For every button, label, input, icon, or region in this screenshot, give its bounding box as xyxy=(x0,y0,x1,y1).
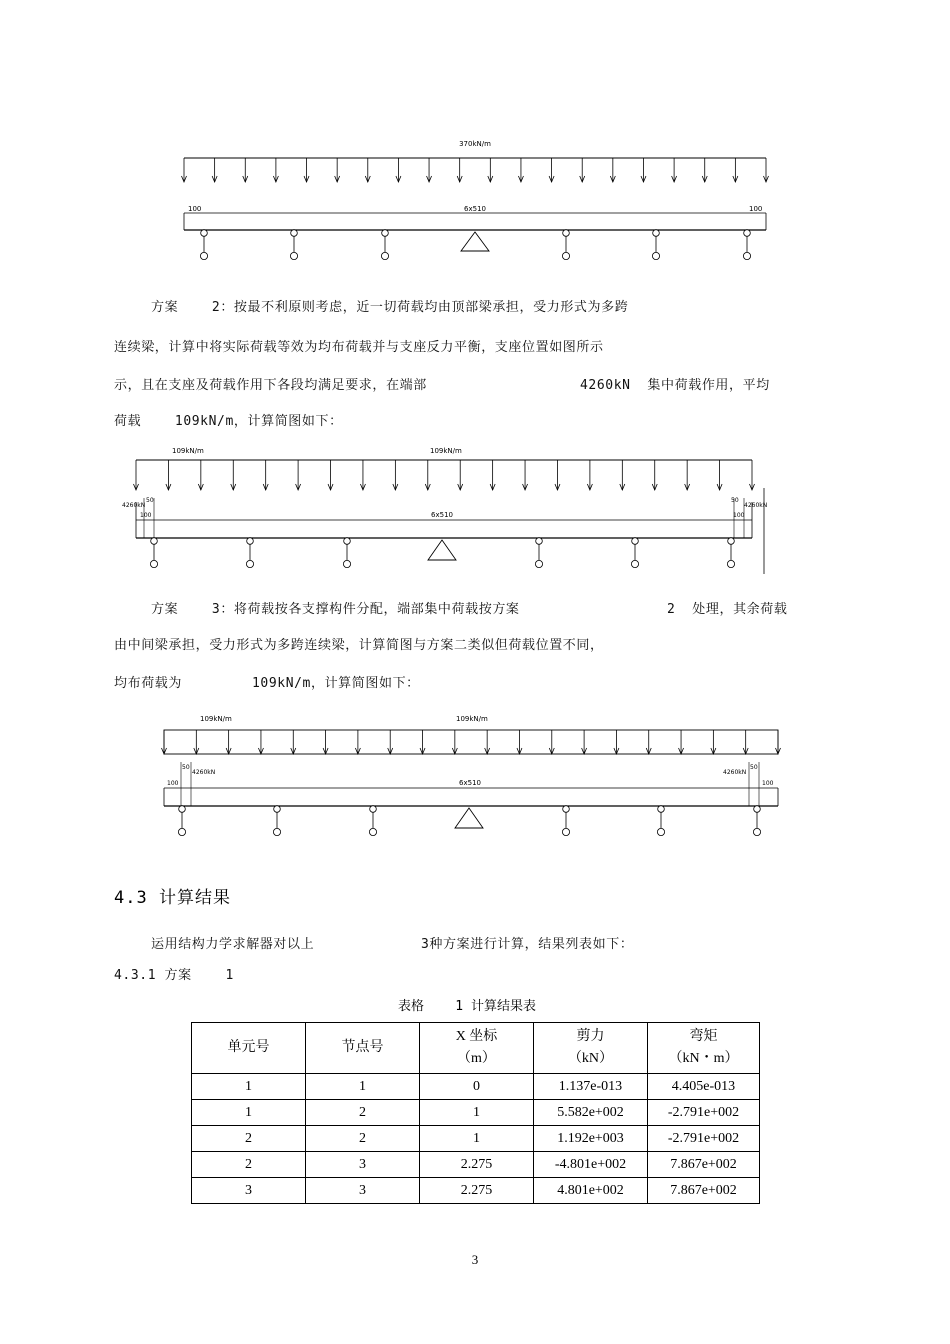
load-arrow xyxy=(733,158,738,182)
load-arrow xyxy=(360,460,365,490)
spring-support xyxy=(562,230,569,260)
load-arrow xyxy=(517,730,522,754)
load-arrow xyxy=(743,730,748,754)
load-arrow xyxy=(355,730,360,754)
load-arrows xyxy=(134,460,755,490)
load-arrow xyxy=(711,730,716,754)
load-arrow xyxy=(263,460,268,490)
load-arrow xyxy=(620,460,625,490)
header-element: 单元号 xyxy=(192,1023,306,1074)
load-label: 370kN/m xyxy=(459,140,491,148)
section-heading: 4.3 计算结果 xyxy=(114,888,231,908)
spring-support xyxy=(743,230,750,260)
paragraph-2-line-1: 方案 3：将荷载按各支撑构件分配，端部集中荷载按方案 xyxy=(151,602,520,617)
dim-right-top: 50 xyxy=(731,497,739,504)
dim-left-top: 50 xyxy=(182,764,190,771)
load-arrow xyxy=(420,730,425,754)
load-arrow xyxy=(162,730,167,754)
load-arrow xyxy=(776,730,781,754)
paragraph-1-line-2: 连续梁，计算中将实际荷载等效为均布荷载并与支座反力平衡，支座位置如图所示 xyxy=(114,340,604,355)
header-node: 节点号 xyxy=(306,1023,420,1074)
load-arrow xyxy=(458,460,463,490)
spring-support xyxy=(150,538,157,568)
load-arrow xyxy=(393,460,398,490)
load-arrow xyxy=(764,158,769,182)
paragraph-2-line-1-value: 2 处理，其余荷载 xyxy=(667,602,788,617)
spring-support xyxy=(753,806,760,836)
load-arrow xyxy=(258,730,263,754)
load-arrow xyxy=(685,460,690,490)
load-label-mid: 109kN/m xyxy=(430,447,462,455)
spring-support xyxy=(535,538,542,568)
header-moment: 弯矩 （kN・m） xyxy=(648,1023,760,1074)
table-header-row xyxy=(192,1023,760,1074)
load-arrow xyxy=(134,460,139,490)
load-arrow xyxy=(549,158,554,182)
spring-support xyxy=(381,230,388,260)
load-arrow xyxy=(328,460,333,490)
point-load-right: 4260kN xyxy=(723,769,747,776)
spring-support xyxy=(652,230,659,260)
spring-support xyxy=(562,806,569,836)
load-arrow xyxy=(641,158,646,182)
load-arrow xyxy=(182,158,187,182)
load-arrow xyxy=(296,460,301,490)
load-label-left: 109kN/m xyxy=(172,447,204,455)
load-arrow xyxy=(646,730,651,754)
span-label: 6x510 xyxy=(464,205,486,213)
spring-support xyxy=(246,538,253,568)
spring-support xyxy=(273,806,280,836)
beam-diagram-3 xyxy=(0,708,950,848)
load-arrow xyxy=(291,730,296,754)
load-arrow xyxy=(166,460,171,490)
load-arrow xyxy=(523,460,528,490)
load-arrow xyxy=(425,460,430,490)
load-arrow xyxy=(490,460,495,490)
load-arrow xyxy=(750,460,755,490)
table-row: 2 3 2.275 -4.801e+002 7.867e+002 xyxy=(192,1152,760,1178)
load-arrow xyxy=(614,730,619,754)
point-load-left: 4260kN xyxy=(192,769,216,776)
dim-right-top: 50 xyxy=(750,764,758,771)
load-arrow xyxy=(679,730,684,754)
dim-left-top: 50 xyxy=(146,497,154,504)
load-arrow xyxy=(388,730,393,754)
load-arrows xyxy=(162,730,781,754)
paragraph-2-line-3: 均布荷载为 xyxy=(114,676,183,691)
spring-support xyxy=(290,230,297,260)
load-arrow xyxy=(452,730,457,754)
load-arrow xyxy=(555,460,560,490)
paragraph-1-line-1: 方案 2：按最不利原则考虑，近一切荷载均由顶部梁承担，受力形式为多跨 xyxy=(151,300,629,315)
table-row: 2 2 1 1.192e+003 -2.791e+002 xyxy=(192,1126,760,1152)
section-intro: 运用结构力学求解器对以上 xyxy=(151,937,315,952)
load-arrow xyxy=(194,730,199,754)
table-row: 3 3 2.275 4.801e+002 7.867e+002 xyxy=(192,1178,760,1204)
load-arrows xyxy=(182,158,769,182)
page-number: 3 xyxy=(471,1252,479,1267)
load-arrow xyxy=(231,460,236,490)
paragraph-2-line-2: 由中间梁承担，受力形式为多跨连续梁，计算简图与方案二类似但荷载位置不同， xyxy=(114,638,604,653)
load-arrow xyxy=(518,158,523,182)
spring-support xyxy=(343,538,350,568)
paragraph-1-line-3: 示，且在支座及荷载作用下各段均满足要求，在端部 xyxy=(114,378,427,393)
load-label-mid: 109kN/m xyxy=(456,715,488,723)
load-arrow xyxy=(273,158,278,182)
span-label: 6x510 xyxy=(431,511,453,519)
load-arrow xyxy=(610,158,615,182)
load-arrow xyxy=(717,460,722,490)
pin-support xyxy=(428,540,456,560)
load-arrow xyxy=(198,460,203,490)
point-load-left: 4260kN xyxy=(122,502,146,509)
left-dimension: 100 xyxy=(188,205,202,213)
header-x: X 坐标 （m） xyxy=(420,1023,534,1074)
load-arrow xyxy=(323,730,328,754)
table-caption: 表格 1 计算结果表 xyxy=(398,999,536,1014)
load-arrow xyxy=(652,460,657,490)
subsection-heading: 4.3.1 方案 1 xyxy=(114,968,234,983)
table-row: 1 2 1 5.582e+002 -2.791e+002 xyxy=(192,1100,760,1126)
load-arrow xyxy=(587,460,592,490)
load-arrow xyxy=(212,158,217,182)
paragraph-1-line-4: 荷载 109kN/m，计算简图如下： xyxy=(114,414,343,429)
dim-right-bottom: 100 xyxy=(733,512,745,519)
load-arrow xyxy=(243,158,248,182)
point-load-right: 4260kN xyxy=(744,502,768,509)
load-arrow xyxy=(457,158,462,182)
load-arrow xyxy=(582,730,587,754)
load-arrow xyxy=(702,158,707,182)
load-arrow xyxy=(672,158,677,182)
spring-support xyxy=(178,806,185,836)
spring-support xyxy=(657,806,664,836)
pin-support xyxy=(455,808,483,828)
load-arrow xyxy=(427,158,432,182)
load-arrow xyxy=(488,158,493,182)
load-arrow xyxy=(549,730,554,754)
paragraph-2-line-3-value: 109kN/m，计算简图如下： xyxy=(252,676,420,691)
load-arrow xyxy=(304,158,309,182)
right-dimension: 100 xyxy=(749,205,763,213)
spring-support xyxy=(200,230,207,260)
dim-right-bottom: 100 xyxy=(762,780,774,787)
section-intro-value: 3种方案进行计算，结果列表如下： xyxy=(421,937,634,952)
load-band xyxy=(164,730,778,754)
spring-support xyxy=(369,806,376,836)
load-arrow xyxy=(226,730,231,754)
dim-left-bottom: 100 xyxy=(167,780,179,787)
beam-diagram-2 xyxy=(0,440,950,580)
span-label: 6x510 xyxy=(459,779,481,787)
paragraph-1-line-3-value: 4260kN 集中荷载作用，平均 xyxy=(580,378,770,393)
load-arrow xyxy=(580,158,585,182)
load-arrow xyxy=(365,158,370,182)
load-arrow xyxy=(485,730,490,754)
load-arrow xyxy=(396,158,401,182)
spring-support xyxy=(631,538,638,568)
pin-support xyxy=(461,232,489,251)
beam-diagram-1 xyxy=(0,130,950,270)
dim-left-bottom: 100 xyxy=(140,512,152,519)
header-shear: 剪力 （kN） xyxy=(534,1023,648,1074)
results-table xyxy=(191,1022,760,1204)
load-label-left: 109kN/m xyxy=(200,715,232,723)
table-row: 1 1 0 1.137e-013 4.405e-013 xyxy=(192,1074,760,1100)
spring-support xyxy=(727,538,734,568)
load-arrow xyxy=(335,158,340,182)
